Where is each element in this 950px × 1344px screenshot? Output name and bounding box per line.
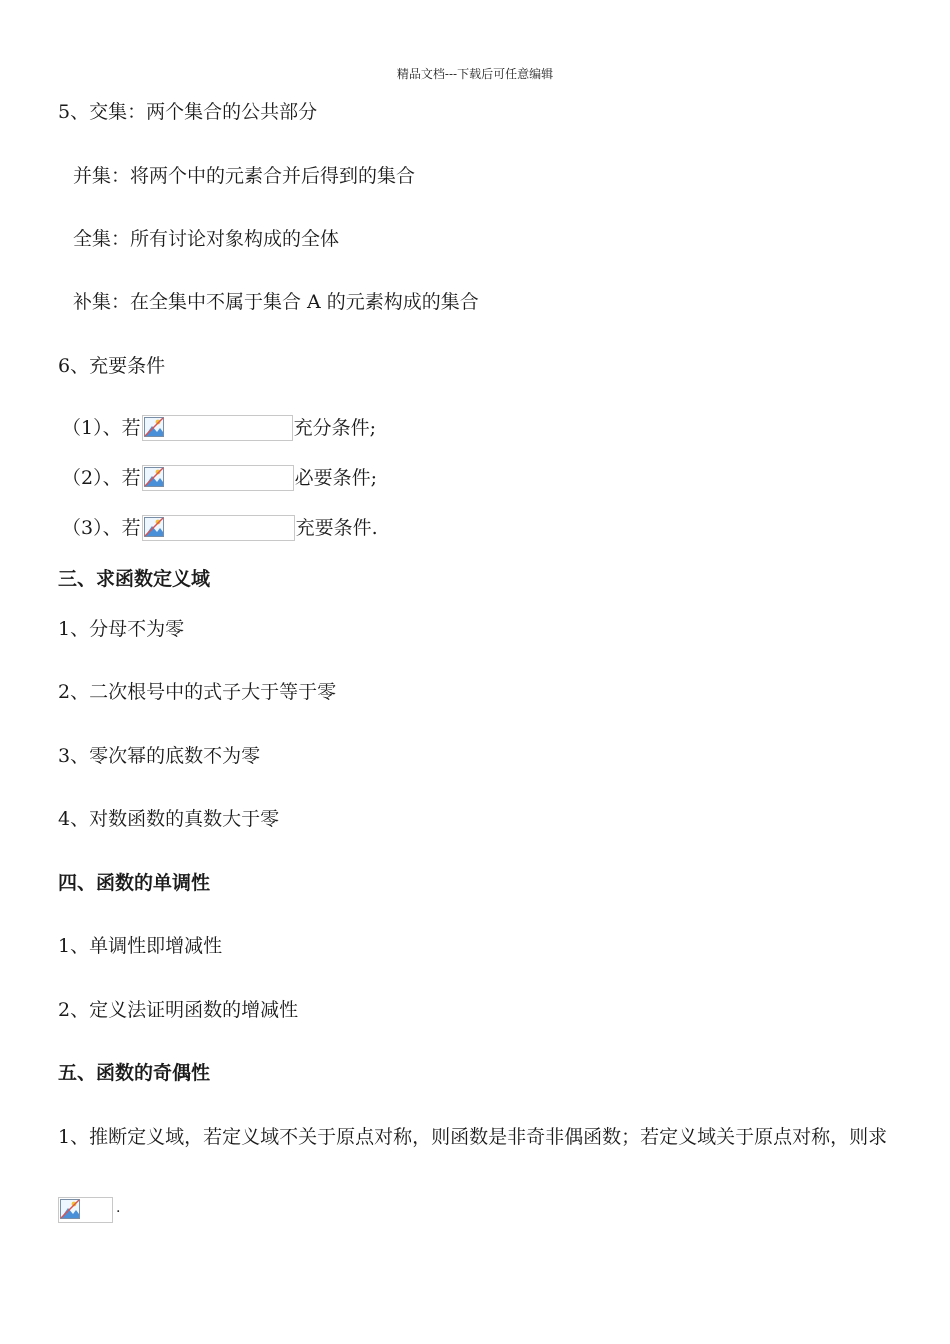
trailing-period: . bbox=[116, 1200, 121, 1216]
broken-image-icon bbox=[142, 465, 294, 491]
universal-set-line: 全集：所有讨论对象构成的全体 bbox=[73, 228, 340, 250]
conditions-title: 6、充要条件 bbox=[58, 355, 166, 377]
domain-heading: 三、求函数定义域 bbox=[58, 568, 211, 590]
monotonic-item-2: 2、定义法证明函数的增减性 bbox=[58, 999, 299, 1021]
condition-suffix: 充要条件. bbox=[295, 517, 378, 539]
monotonic-heading: 四、函数的单调性 bbox=[58, 872, 211, 894]
domain-item-3: 3、零次幂的底数不为零 bbox=[58, 745, 261, 767]
condition-suffix: 充分条件; bbox=[293, 417, 376, 439]
broken-image-icon bbox=[142, 415, 293, 441]
page-header: 精品文档---下载后可任意编辑 bbox=[396, 67, 554, 81]
domain-item-4: 4、对数函数的真数大于零 bbox=[58, 808, 280, 830]
broken-image-icon bbox=[58, 1197, 113, 1223]
parity-heading: 五、函数的奇偶性 bbox=[58, 1062, 211, 1084]
parity-item-1: 1、推断定义域，若定义域不关于原点对称，则函数是非奇非偶函数；若定义域关于原点对称，则求 bbox=[58, 1126, 888, 1148]
domain-item-1: 1、分母不为零 bbox=[58, 618, 185, 640]
domain-item-2: 2、二次根号中的式子大于等于零 bbox=[58, 681, 337, 703]
monotonic-item-1: 1、单调性即增减性 bbox=[58, 935, 223, 957]
parity-formula-row bbox=[57, 1197, 120, 1223]
union-line: 并集：将两个中的元素合并后得到的集合 bbox=[73, 165, 416, 187]
condition-item-3 bbox=[62, 515, 378, 541]
condition-item-1 bbox=[62, 415, 376, 441]
complement-line: 补集：在全集中不属于集合 A 的元素构成的集合 bbox=[73, 291, 479, 313]
condition-prefix: （3）、若 bbox=[62, 517, 141, 539]
condition-prefix: （1）、若 bbox=[62, 417, 141, 439]
condition-prefix: （2）、若 bbox=[62, 467, 141, 489]
broken-image-icon bbox=[142, 515, 295, 541]
intersection-line: 5、交集：两个集合的公共部分 bbox=[58, 101, 318, 123]
condition-item-2 bbox=[62, 465, 377, 491]
condition-suffix: 必要条件; bbox=[294, 467, 377, 489]
